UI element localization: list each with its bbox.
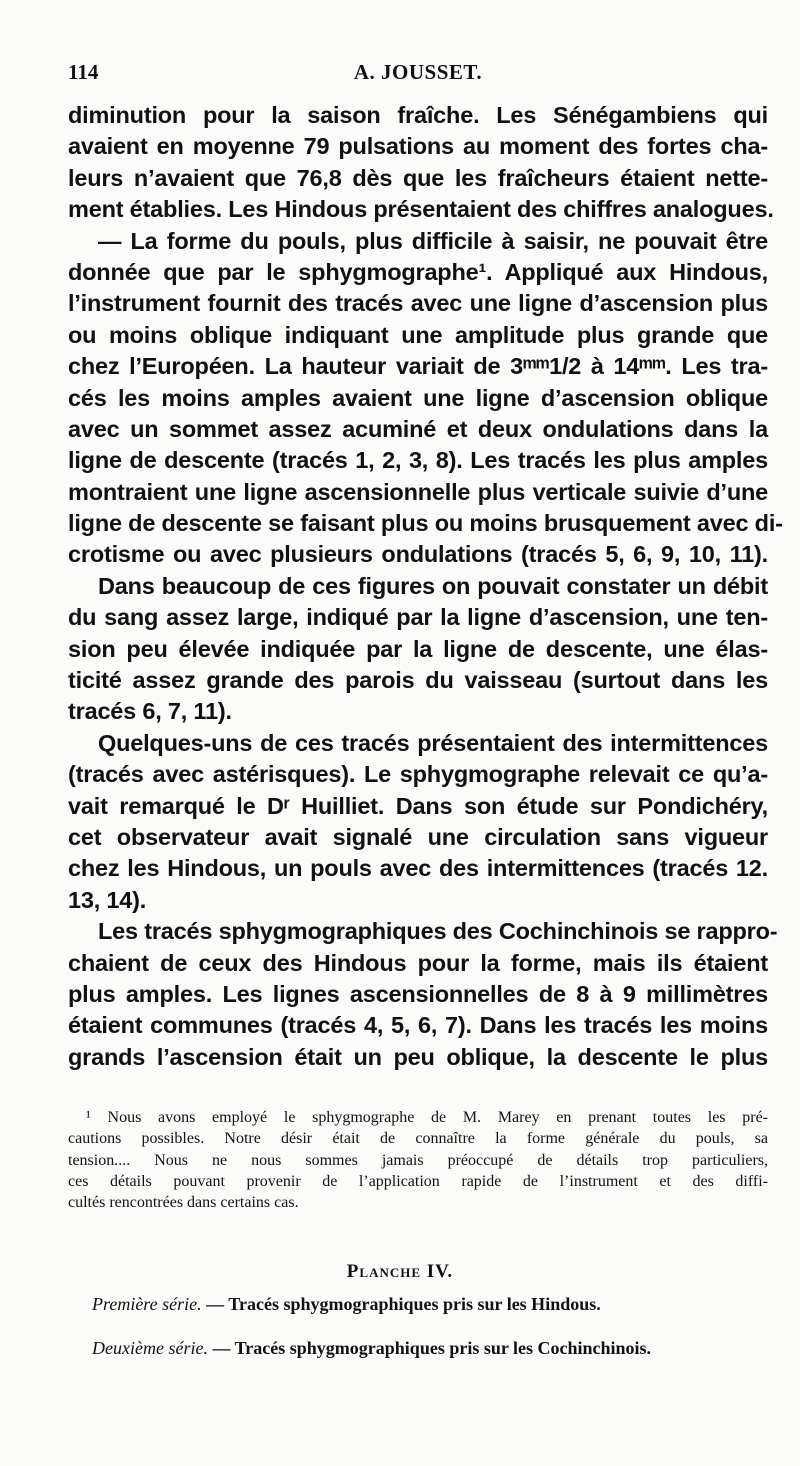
footnote-line: cultés rencontrées dans certains cas. bbox=[68, 1194, 299, 1212]
body-text bbox=[68, 100, 783, 1073]
body-line: — La forme du pouls, plus difficile à saisir, ne pouvait être bbox=[98, 227, 768, 254]
body-line: plus amples. Les lignes ascensionnelles de 8 à 9 millimètres bbox=[68, 980, 768, 1007]
series-text: — Tracés sphygmographiques pris sur les Cochinchinois. bbox=[212, 1338, 652, 1358]
body-line: tracés 6, 7, 11). bbox=[68, 698, 232, 725]
body-line: cet observateur avait signalé une circulation sans vigueur bbox=[68, 823, 768, 850]
body-line: chez l’Européen. La hauteur variait de 3ᵐᵐ1/2 à 14ᵐᵐ. Les tra- bbox=[68, 353, 768, 380]
body-line: cés les moins amples avaient une ligne d’ascension oblique bbox=[68, 384, 768, 411]
footnote-line: ces détails pouvant provenir de l’application rapide de l’instrument et des diffi- bbox=[68, 1172, 768, 1190]
body-line: chez les Hindous, un pouls avec des intermittences (tracés 12. bbox=[68, 855, 768, 882]
body-line: ou moins oblique indiquant une amplitude plus grande que bbox=[68, 321, 768, 348]
body-line: sion peu élevée indiquée par la ligne de descente, une élas- bbox=[68, 635, 768, 662]
series-label: Première série. bbox=[92, 1294, 202, 1314]
body-line: étaient communes (tracés 4, 5, 6, 7). Dans les tracés les moins bbox=[68, 1012, 768, 1039]
body-line: avaient en moyenne 79 pulsations au moment des fortes cha- bbox=[68, 133, 768, 160]
body-line: ligne de descente se faisant plus ou moins brusquement avec di- bbox=[68, 510, 783, 537]
series-label: Deuxième série. bbox=[92, 1338, 208, 1358]
series-text: — Tracés sphygmographiques pris sur les Hindous. bbox=[206, 1294, 601, 1314]
body-line: Quelques-uns de ces tracés présentaient des intermittences bbox=[98, 729, 768, 756]
body-line: ment établies. Les Hindous présentaient des chiffres analogues. bbox=[68, 196, 774, 223]
body-line: (tracés avec astérisques). Le sphygmographe relevait ce qu’a- bbox=[68, 761, 768, 788]
body-line: montraient une ligne ascensionnelle plus verticale suivie d’une bbox=[68, 478, 768, 505]
plate-title: Planche IV. bbox=[346, 1261, 454, 1282]
body-line: du sang assez large, indiqué par la ligne d’ascension, une ten- bbox=[68, 604, 768, 631]
footnote-line: tension.... Nous ne nous sommes jamais préoccupé de détails trop particuliers, bbox=[68, 1151, 768, 1169]
footnote-line: cautions possibles. Notre désir était de connaître la forme générale du pouls, sa bbox=[68, 1130, 768, 1148]
page-header bbox=[68, 60, 768, 90]
body-line: crotisme ou avec plusieurs ondulations (tracés 5, 6, 9, 10, 11). bbox=[68, 541, 768, 568]
footnote bbox=[68, 1107, 768, 1213]
body-line: ticité assez grande des parois du vaisseau (surtout dans les bbox=[68, 667, 768, 694]
running-title: A. JOUSSET. bbox=[353, 60, 483, 84]
body-line: grands l’ascension était un peu oblique, la descente le plus bbox=[68, 1043, 768, 1070]
body-line: l’instrument fournit des tracés avec une ligne d’ascension plus bbox=[68, 290, 768, 317]
plate-series-1 bbox=[92, 1294, 762, 1315]
plate-series-2 bbox=[92, 1338, 762, 1359]
body-line: 13, 14). bbox=[68, 886, 147, 913]
body-line: vait remarqué le Dʳ Huilliet. Dans son étude sur Pondichéry, bbox=[68, 792, 768, 819]
body-line: diminution pour la saison fraîche. Les Sénégambiens qui bbox=[68, 102, 768, 128]
page-number: 114 bbox=[68, 60, 99, 84]
body-line: leurs n’avaient que 76,8 dès que les fraîcheurs étaient nette- bbox=[68, 164, 768, 191]
body-line: ligne de descente (tracés 1, 2, 3, 8). Les tracés les plus amples bbox=[68, 447, 768, 474]
body-line: chaient de ceux des Hindous pour la forme, mais ils étaient bbox=[68, 949, 768, 976]
body-line: avec un sommet assez acuminé et deux ondulations dans la bbox=[68, 415, 768, 442]
body-line: Dans beaucoup de ces figures on pouvait constater un débit bbox=[98, 572, 768, 599]
body-line: Les tracés sphygmographiques des Cochinchinois se rappro- bbox=[98, 918, 778, 945]
body-line: donnée que par le sphygmographe¹. Appliqué aux Hindous, bbox=[68, 258, 768, 285]
footnote-line: ¹ Nous avons employé le sphygmographe de M. Marey en prenant toutes les pré- bbox=[86, 1109, 768, 1126]
